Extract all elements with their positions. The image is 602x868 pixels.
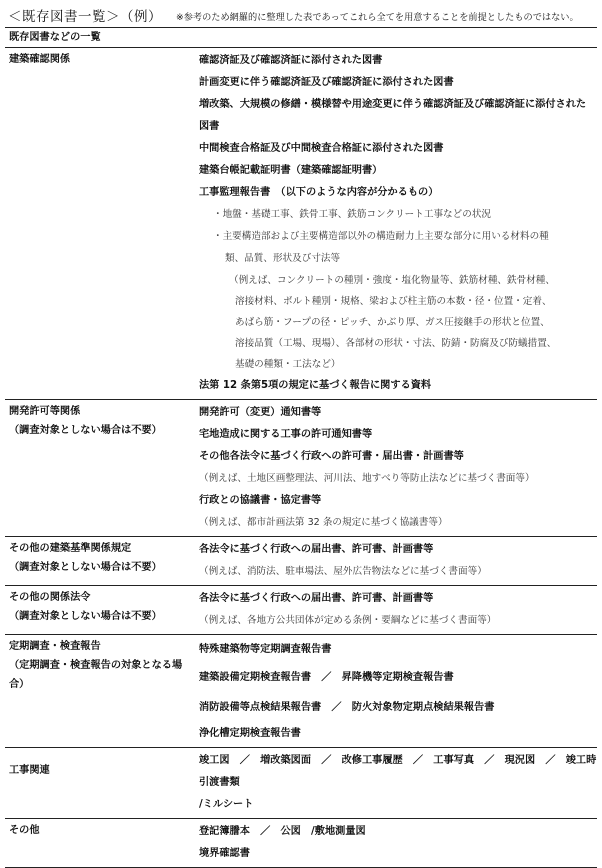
list-item: 宅地造成に関する工事の許可通知書等 <box>199 429 373 440</box>
category-label: その他 <box>9 825 40 836</box>
items-cell <box>194 635 597 748</box>
category-cell <box>5 537 194 586</box>
list-item: 浄化槽定期検査報告書 <box>199 728 301 739</box>
bullet-item-continued: 類、品質、形状及び寸法等 <box>225 253 341 264</box>
list-item: 竣工図 ／ 増改築図面 ／ 改修工事履歴 ／ 工事写真 ／ 現況図 ／ 竣工時引渡書類 <box>199 755 597 788</box>
list-item: 工事監理報告書 （以下のような内容が分かるもの） <box>199 187 439 198</box>
list-item: 図書 <box>199 121 220 132</box>
list-item: 建築設備定期検査報告書 ／ 昇降機等定期検査報告書 <box>199 672 454 683</box>
example-line: 基礎の種類・工法など） <box>235 359 341 370</box>
category-label: その他の関係法令 <box>9 592 91 603</box>
table-row <box>5 400 597 537</box>
existing-documents-table <box>5 27 597 868</box>
list-item: 各法令に基づく行政への届出書、許可書、計画書等 <box>199 544 434 555</box>
example-line: （例えば、都市計画法第 32 条の規定に基づく協議書等） <box>199 517 448 528</box>
category-cell <box>5 635 194 748</box>
list-item: 開発許可（変更）通知書等 <box>199 407 322 418</box>
category-label: 建築確認関係 <box>9 54 71 65</box>
list-item: 法第 12 条第5項の規定に基づく報告に関する資料 <box>199 380 432 391</box>
title-row <box>8 5 598 27</box>
list-item: 建築台帳記載証明書（建築確認証明書） <box>199 165 383 176</box>
category-label: その他の建築基準関係規定 <box>9 543 132 554</box>
list-item: 消防設備等点検結果報告書 ／ 防火対象物定期点検結果報告書 <box>199 702 495 713</box>
table-header-row <box>5 28 597 48</box>
example-line: あばら筋・フープの径・ピッチ、かぶり厚、ガス圧接継手の形状と位置、 <box>235 317 550 328</box>
items-cell <box>194 586 597 635</box>
bullet-item: ・地盤・基礎工事、鉄骨工事、鉄筋コンクリート工事などの状況 <box>213 209 492 220</box>
example-line: （例えば、コンクリートの種別・強度・塩化物量等、鉄筋材種、鉄骨材種、 <box>229 275 555 286</box>
bullet-item: ・主要構造部および主要構造部以外の構造耐力上主要な部分に用いる材料の種 <box>213 231 549 242</box>
example-line: （例えば、土地区画整理法、河川法、地すべり等防止法などに基づく書面等） <box>199 473 535 484</box>
table-header: 既存図書などの一覧 <box>5 28 597 48</box>
category-cell <box>5 819 194 868</box>
category-label: 開発許可等関係 <box>9 406 81 417</box>
list-item: 登記簿謄本 ／ 公図 /敷地測量図 <box>199 826 366 837</box>
table-row <box>5 537 597 586</box>
example-line: 溶接品質（工場、現場）、各部材の形状・寸法、防錆・防腐及び防蟻措置、 <box>235 338 557 349</box>
items-cell <box>194 400 597 537</box>
table-row <box>5 748 597 819</box>
example-line: 溶接材料、ボルト種別・規格、梁および柱主筋の本数・径・位置・定着、 <box>235 296 552 307</box>
category-note: （調査対象としない場合は不要） <box>9 562 162 573</box>
list-item: 確認済証及び確認済証に添付された図書 <box>199 55 383 66</box>
category-cell <box>5 400 194 537</box>
category-note: （定期調査・検査報告の対象となる場 <box>9 660 183 671</box>
category-label: 定期調査・検査報告 <box>9 641 101 652</box>
table-row <box>5 635 597 748</box>
items-cell <box>194 748 597 819</box>
items-cell <box>194 819 597 868</box>
page-title: ＜既存図書一覧＞（例） <box>8 9 162 25</box>
items-cell <box>194 48 597 400</box>
table-row <box>5 48 597 400</box>
page-note: ※参考のため網羅的に整理した表であってこれら全てを用意することを前提としたものではない。 <box>176 12 579 23</box>
table-row <box>5 586 597 635</box>
list-item: 境界確認書 <box>199 848 250 859</box>
example-line: （例えば、各地方公共団体が定める条例・要綱などに基づく書面等） <box>199 615 497 626</box>
category-label: 工事関連 <box>9 765 50 776</box>
category-note: （調査対象としない場合は不要） <box>9 425 162 436</box>
example-line: （例えば、消防法、駐車場法、屋外広告物法などに基づく書面等） <box>199 566 487 577</box>
category-cell <box>5 586 194 635</box>
category-note: 合） <box>9 679 30 690</box>
list-item: 計画変更に伴う確認済証及び確認済証に添付された図書 <box>199 77 454 88</box>
list-item: 各法令に基づく行政への届出書、許可書、計画書等 <box>199 593 434 604</box>
table-row <box>5 819 597 868</box>
items-cell <box>194 537 597 586</box>
list-item: /ミルシート <box>199 799 254 810</box>
list-item: 中間検査合格証及び中間検査合格証に添付された図書 <box>199 143 444 154</box>
category-cell <box>5 748 194 819</box>
list-item: その他各法令に基づく行政への許可書・届出書・計画書等 <box>199 451 464 462</box>
list-item: 特殊建築物等定期調査報告書 <box>199 644 332 655</box>
list-item: 行政との協議書・協定書等 <box>199 495 322 506</box>
list-item: 増改築、大規模の修繕・模様替や用途変更に伴う確認済証及び確認済証に添付された <box>199 99 587 110</box>
category-note: （調査対象としない場合は不要） <box>9 611 162 622</box>
category-cell <box>5 48 194 400</box>
